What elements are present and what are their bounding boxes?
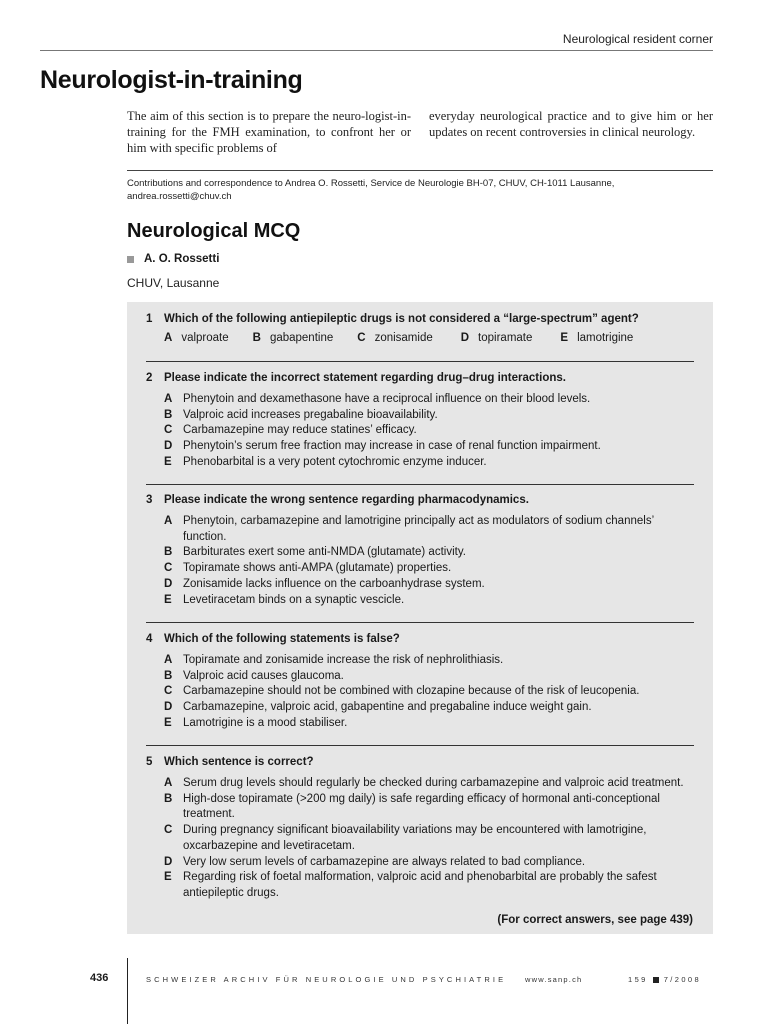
question-number: 2 — [146, 372, 153, 384]
intro-column-right: everyday neurological practice and to give him or her updates on recent controversies in clinical neurology. — [429, 109, 713, 139]
intro-column-left: The aim of this section is to prepare the neuro-logist-in-training for the FMH examination, to confront her or him with specific problems of — [127, 109, 411, 155]
question-2 — [146, 371, 694, 471]
question-text: Which of the following statements is false? — [164, 633, 400, 645]
section-intro — [127, 108, 713, 156]
question-number: 1 — [146, 313, 153, 325]
question-divider — [146, 361, 694, 362]
answer-option: D topiramate — [460, 332, 533, 344]
question-1 — [146, 312, 694, 344]
intro-rule — [127, 170, 713, 171]
question-5 — [146, 755, 694, 902]
answer-options — [164, 514, 694, 608]
author-affiliation: CHUV, Lausanne — [127, 276, 220, 290]
answer-option: C Carbamazepine may reduce statines’ efficacy. — [164, 424, 417, 437]
answer-option: C Topiramate shows anti-AMPA (glutamate) properties. — [164, 562, 452, 575]
footer-divider — [127, 958, 128, 1024]
journal-url: www.sanp.ch — [525, 975, 583, 984]
article-title: Neurological MCQ — [127, 220, 301, 242]
answer-option: B Valproic acid causes glaucoma. — [164, 669, 344, 682]
answer-option: A Phenytoin, carbamazepine and lamotrigine principally act as modulators of sodium channels’ function. — [164, 515, 654, 543]
question-3 — [146, 493, 694, 608]
question-text: Which of the following antiepileptic drugs is not considered a “large-spectrum” agent? — [164, 313, 639, 325]
separator-square-icon — [653, 977, 659, 983]
answer-option: E lamotrigine — [560, 332, 634, 344]
answer-option: A Serum drug levels should regularly be checked during carbamazepine and valproic acid treatment. — [164, 777, 684, 789]
question-text: Please indicate the wrong sentence regarding pharmacodynamics. — [164, 494, 529, 506]
answer-option: A Phenytoin and dexamethasone have a reciprocal influence on their blood levels. — [164, 393, 591, 405]
journal-issue — [628, 975, 701, 984]
answer-options — [164, 776, 694, 902]
mcq-box — [127, 302, 713, 934]
answer-option: D Phenytoin’s serum free fraction may increase in case of renal function impairment. — [164, 440, 601, 453]
answer-option: B Valproic acid increases pregabaline bioavailability. — [164, 408, 438, 421]
author-line — [127, 253, 219, 265]
answer-option: E Regarding risk of foetal malformation, valproic acid and phenobarbital are probably the safest antiepileptic drugs. — [164, 871, 657, 899]
bullet-square-icon — [127, 256, 134, 263]
author-name: A. O. Rossetti — [144, 253, 220, 265]
issue-number: 7/2008 — [663, 975, 702, 984]
answer-options — [164, 392, 694, 471]
question-number: 3 — [146, 494, 153, 506]
answer-option: C Carbamazepine should not be combined with clozapine because of the risk of leucopenia. — [164, 685, 640, 698]
answer-option: B gabapentine — [252, 332, 334, 344]
question-divider — [146, 622, 694, 623]
answer-option: E Phenobarbital is a very potent cytochromic enzyme inducer. — [164, 455, 487, 468]
question-divider — [146, 745, 694, 746]
answer-option: D Zonisamide lacks influence on the carboanhydrase system. — [164, 577, 485, 590]
question-4 — [146, 632, 694, 732]
answer-option: A Topiramate and zonisamide increase the risk of nephrolithiasis. — [164, 654, 504, 666]
answers-reference: (For correct answers, see page 439) — [497, 914, 693, 926]
answer-option: A valproate — [164, 332, 229, 344]
contributions-note: Contributions and correspondence to Andrea O. Rossetti, Service de Neurologie BH-07, CHUV, CH-1011 Lausanne, andrea.rossetti@chuv.ch — [127, 178, 615, 202]
answer-option: B High-dose topiramate (>200 mg daily) is safe regarding efficacy of hormonal anti-conceptional treatment. — [164, 792, 660, 821]
answer-option: C zonisamide — [357, 332, 433, 344]
page-number: 436 — [90, 972, 109, 984]
running-head: Neurological resident corner — [562, 32, 713, 46]
answer-options — [164, 332, 694, 344]
question-number: 4 — [146, 633, 153, 645]
question-number: 5 — [146, 756, 153, 768]
header-rule — [40, 50, 713, 51]
answer-option: C During pregnancy significant bioavailability variations may be encountered with lamotrigine, oxcarbazepine and levetiracetam. — [164, 824, 647, 852]
journal-name: SCHWEIZER ARCHIV FÜR NEUROLOGIE UND PSYCHIATRIE — [146, 975, 507, 984]
question-divider — [146, 484, 694, 485]
answer-option: B Barbiturates exert some anti-NMDA (glutamate) activity. — [164, 546, 466, 559]
answer-option: E Lamotrigine is a mood stabiliser. — [164, 716, 348, 729]
volume-number: 159 — [628, 975, 648, 984]
answer-option: E Levetiracetam binds on a synaptic vescicle. — [164, 593, 405, 606]
answer-option: D Carbamazepine, valproic acid, gabapentine and pregabaline induce weight gain. — [164, 701, 592, 714]
section-title: Neurologist-in-training — [40, 66, 303, 94]
answer-options — [164, 653, 694, 732]
question-text: Which sentence is correct? — [164, 756, 314, 768]
question-text: Please indicate the incorrect statement regarding drug–drug interactions. — [164, 372, 566, 384]
answer-option: D Very low serum levels of carbamazepine are always related to bad compliance. — [164, 855, 586, 868]
